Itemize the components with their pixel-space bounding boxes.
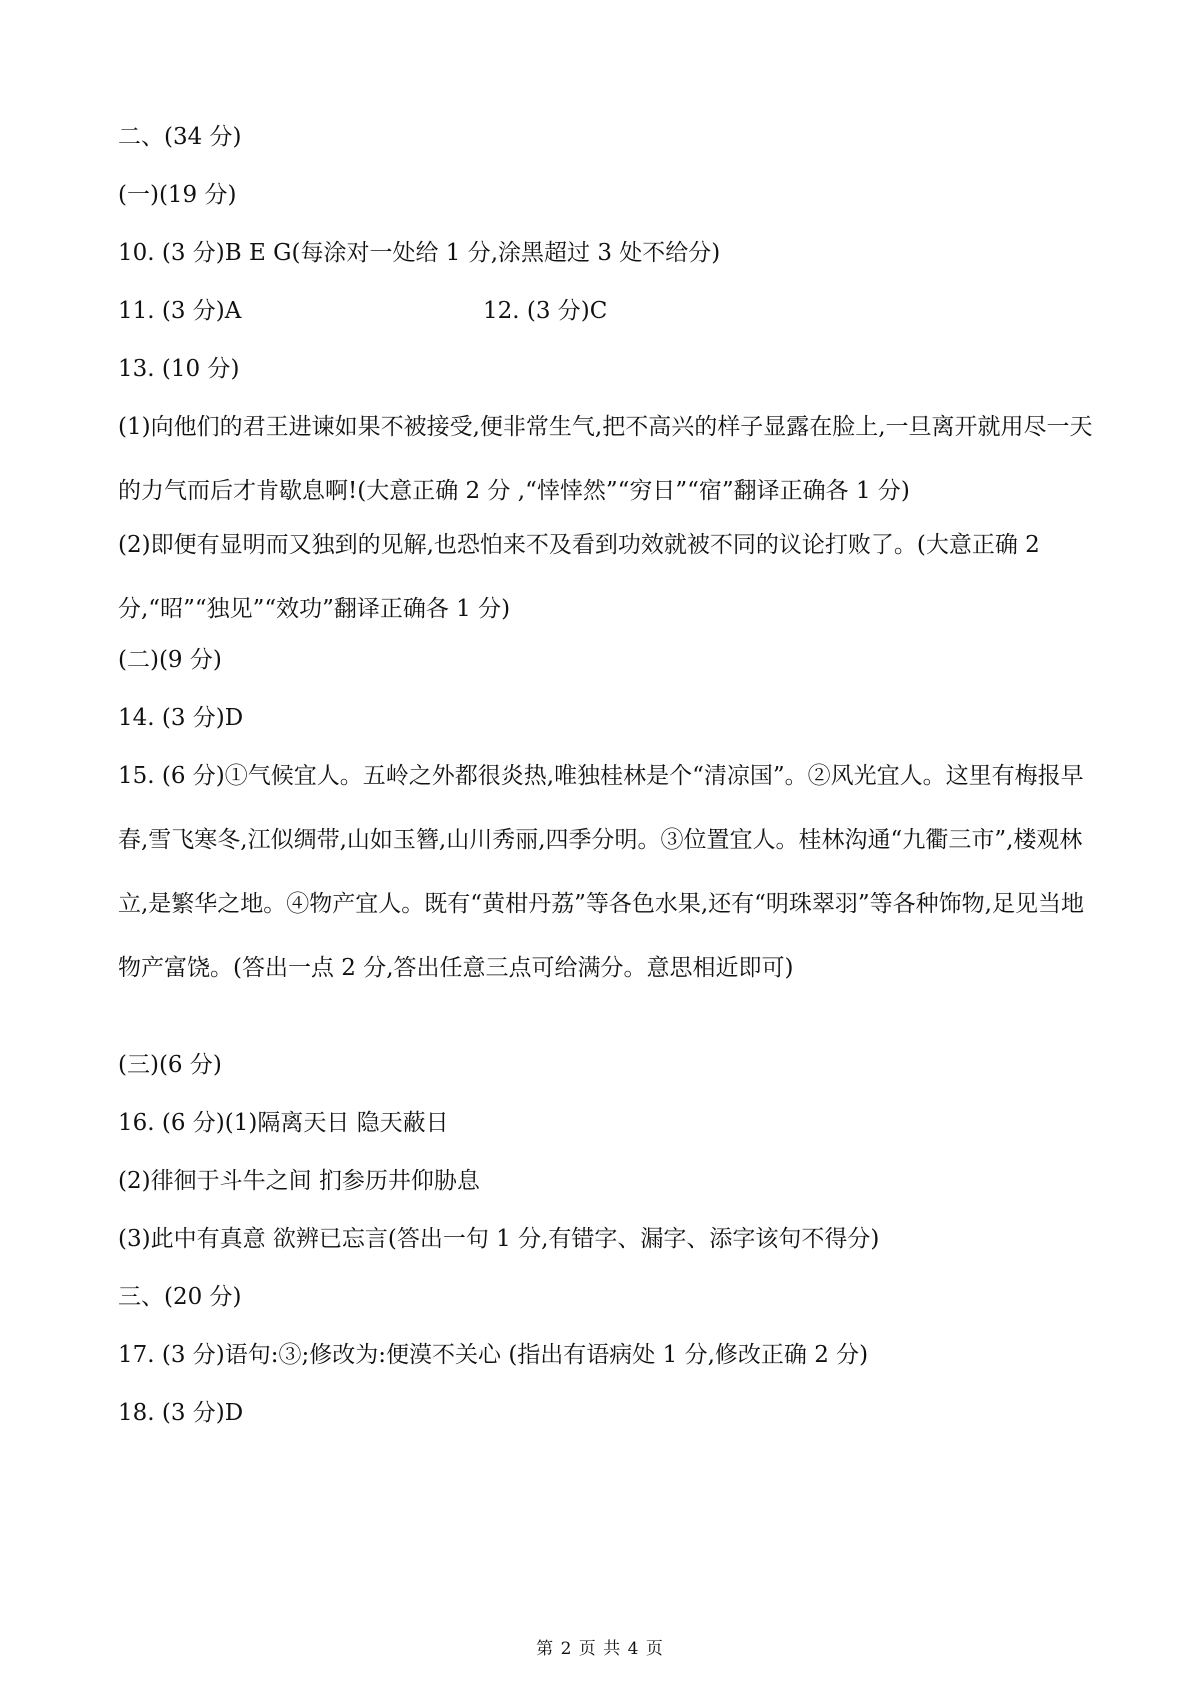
answer-q13-heading: 13. (10 分) — [118, 356, 240, 382]
answer-q15: 15. (6 分)①气候宜人。五岭之外都很炎热,唯独桂林是个“清凉国”。②风光宜人。这里有梅报早春,雪飞寒冬,江似绸带,山如玉簪,山川秀丽,四季分明。③位置宜人。桂林沟通“九衢三市”,楼观林立,是繁华之地。④物产宜人。既有“黄柑丹荔”等各色水果,还有“明珠翠羽”等各种饰物,足见当地物产富饶。(答出一点 2 分,答出任意三点可给满分。意思相近即可) — [118, 763, 1084, 981]
answer-q17: 17. (3 分)语句:③;修改为:便漠不关心 (指出有语病处 1 分,修改正确 2 分) — [118, 1342, 869, 1368]
answer-q11: 11. (3 分)A — [118, 298, 242, 324]
answer-q13-part1: (1)向他们的君王进谏如果不被接受,便非常生气,把不高兴的样子显露在脸上,一旦离开就用尽一天的力气而后才肯歇息啊!(大意正确 2 分 ,“悻悻然”“穷日”“宿”翻译正确各 1 分) — [118, 414, 1093, 504]
answer-q16-part3: (3)此中有真意 欲辨已忘言(答出一句 1 分,有错字、漏字、添字该句不得分) — [118, 1226, 880, 1252]
section-heading: 二、(34 分) — [118, 124, 242, 150]
answer-q16-part1: 16. (6 分)(1)隔离天日 隐天蔽日 — [118, 1110, 449, 1136]
answer-q13-part2: (2)即便有显明而又独到的见解,也恐怕来不及看到功效就被不同的议论打败了。(大意正确 2 分,“昭”“独见”“效功”翻译正确各 1 分) — [118, 532, 1040, 622]
answer-q11-q12-row — [118, 296, 608, 326]
answer-q14: 14. (3 分)D — [118, 705, 244, 731]
answer-q18: 18. (3 分)D — [118, 1400, 244, 1426]
subsection-heading: (二)(9 分) — [118, 647, 222, 673]
page-footer: 第 2 页 共 4 页 — [536, 1639, 664, 1659]
subsection-heading: (三)(6 分) — [118, 1052, 222, 1078]
answer-q16-part2: (2)徘徊于斗牛之间 扪参历井仰胁息 — [118, 1168, 480, 1194]
section-heading: 三、(20 分) — [118, 1284, 242, 1310]
subsection-heading: (一)(19 分) — [118, 182, 237, 208]
answer-q10: 10. (3 分)B E G(每涂对一处给 1 分,涂黑超过 3 处不给分) — [118, 240, 721, 266]
answer-q12: 12. (3 分)C — [483, 298, 608, 324]
